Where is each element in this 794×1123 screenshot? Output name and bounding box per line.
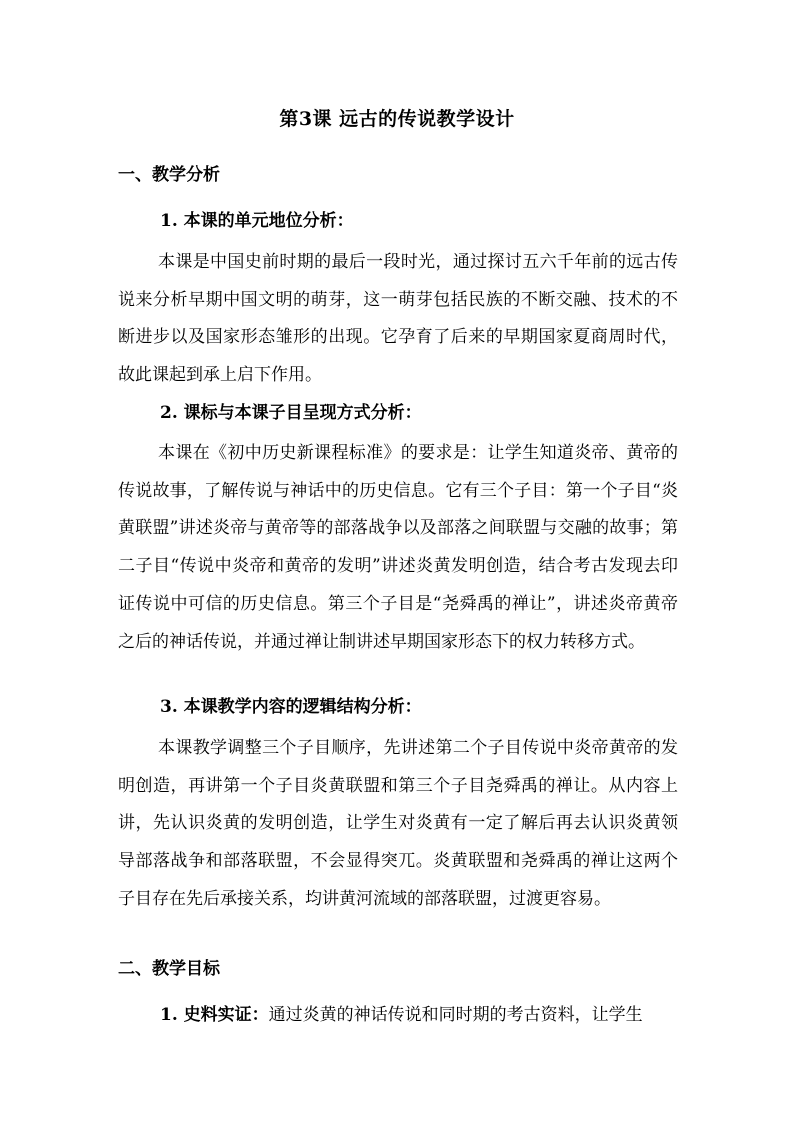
objective-item	[160, 1000, 643, 1025]
section-heading-objectives: 二、教学目标	[118, 959, 220, 979]
paragraph-curriculum: 本课在《初中历史新课程标准》的要求是：让学生知道炎帝、黄帝的传说故事，了解传说与神话中的历史信息。它有三个子目：第一个子目“炎黄联盟”讲述炎帝与黄帝等的部落战争以及部落之间联盟与交融的故事；第二子目“传说中炎帝和黄帝的发明”讲述炎黄发明创造，结合考古发现去印证传说中可信的历史信息。第三个子目是“尧舜禹的禅让”，讲述炎帝黄帝之后的神话传说，并通过禅让制讲述早期国家形态下的权力转移方式。	[118, 443, 678, 652]
subsection-heading-unit-position: 1. 本课的单元地位分析：	[160, 211, 354, 231]
subsection-heading-curriculum: 2. 课标与本课子目呈现方式分析：	[160, 403, 422, 423]
objective-item-text: 通过炎黄的神话传说和同时期的考古资料，让学生	[268, 1005, 643, 1025]
paragraph-logic-structure: 本课教学调整三个子目顺序，先讲述第二个子目传说中炎帝黄帝的发明创造，再讲第一个子目炎黄联盟和第三个子目尧舜禹的禅让。从内容上讲，先认识炎黄的发明创造，让学生对炎黄有一定了解后再去认识炎黄领导部落战争和部落联盟，不会显得突兀。炎黄联盟和尧舜禹的禅让这两个子目存在先后承接关系，均讲黄河流域的部落联盟，过渡更容易。	[118, 738, 678, 909]
section-heading-analysis: 一、教学分析	[118, 165, 220, 185]
paragraph-unit-position: 本课是中国史前时期的最后一段时光，通过探讨五六千年前的远古传说来分析早期中国文明的萌芽，这一萌芽包括民族的不断交融、技术的不断进步以及国家形态雏形的出现。它孕育了后来的早期国家夏商周时代，故此课起到承上启下作用。	[118, 252, 678, 386]
objective-item-label: 1. 史料实证：	[160, 1005, 269, 1025]
subsection-heading-logic-structure: 3. 本课教学内容的逻辑结构分析：	[160, 697, 422, 717]
document-title: 第3课 远古的传说教学设计	[279, 108, 515, 130]
